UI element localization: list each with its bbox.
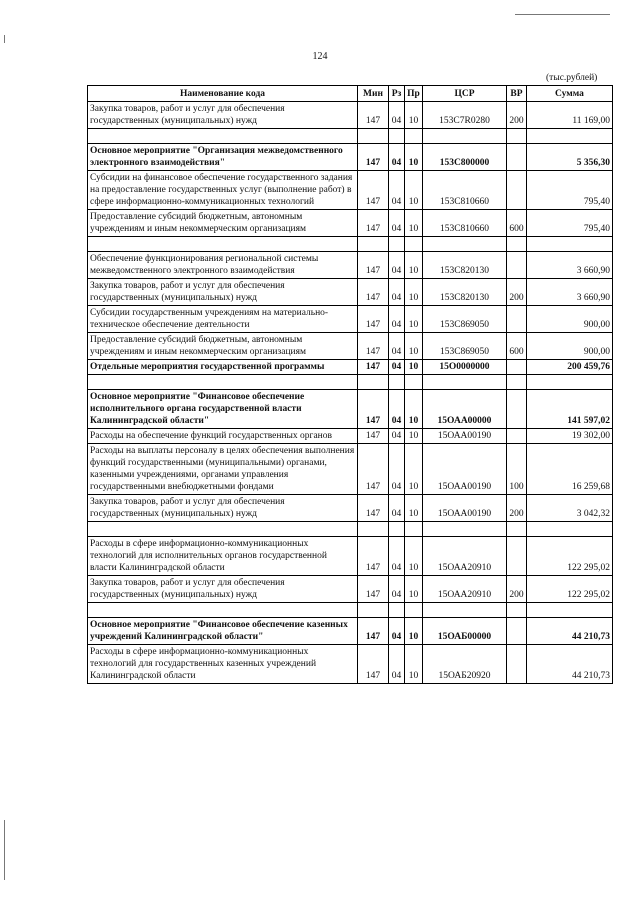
cell-min: 147 [358, 360, 389, 375]
cell-name: Основное мероприятие "Организация межведомственного электронного взаимодействия" [88, 144, 358, 171]
table-row [88, 279, 613, 306]
spacer-cell [389, 237, 405, 252]
cell-vr [507, 252, 527, 279]
cell-rz: 04 [389, 210, 405, 237]
cell-pr: 10 [405, 279, 423, 306]
cell-name: Предоставление субсидий бюджетным, автономным учреждениям и иным некоммерческим организациям [88, 333, 358, 360]
spacer-cell [389, 129, 405, 144]
cell-csr: 153С810660 [423, 210, 507, 237]
cell-pr: 10 [405, 306, 423, 333]
cell-vr [507, 360, 527, 375]
cell-vr [507, 390, 527, 429]
spacer-cell [527, 522, 613, 537]
cell-vr [507, 429, 527, 444]
cell-csr: 153С869050 [423, 333, 507, 360]
spacer-cell [405, 129, 423, 144]
cell-name: Основное мероприятие "Финансовое обеспечение казенных учреждений Калининградской области" [88, 618, 358, 645]
cell-sum: 122 295,02 [527, 537, 613, 576]
table-row [88, 618, 613, 645]
cell-csr: 15ОАА00190 [423, 495, 507, 522]
cell-csr: 153С810660 [423, 171, 507, 210]
header-sum: Сумма [527, 86, 613, 102]
cell-vr [507, 618, 527, 645]
cell-rz: 04 [389, 537, 405, 576]
table-row [88, 252, 613, 279]
spacer-cell [527, 237, 613, 252]
cell-name: Закупка товаров, работ и услуг для обеспечения государственных (муниципальных) нужд [88, 495, 358, 522]
spacer-cell [405, 375, 423, 390]
cell-rz: 04 [389, 102, 405, 129]
cell-min: 147 [358, 444, 389, 495]
spacer-cell [88, 129, 358, 144]
spacer-cell [423, 375, 507, 390]
spacer-cell [389, 375, 405, 390]
cell-name: Расходы в сфере информационно-коммуникационных технологий для исполнительных органов государственной власти Калининградской области [88, 537, 358, 576]
cell-rz: 04 [389, 279, 405, 306]
cell-csr: 153С800000 [423, 144, 507, 171]
spacer-cell [389, 603, 405, 618]
cell-pr: 10 [405, 171, 423, 210]
cell-pr: 10 [405, 390, 423, 429]
cell-name: Закупка товаров, работ и услуг для обеспечения государственных (муниципальных) нужд [88, 576, 358, 603]
spacer-cell [358, 522, 389, 537]
scan-mark-left-1 [4, 35, 5, 43]
cell-pr: 10 [405, 102, 423, 129]
cell-sum: 16 259,68 [527, 444, 613, 495]
cell-name: Отдельные мероприятия государственной программы [88, 360, 358, 375]
cell-min: 147 [358, 618, 389, 645]
cell-rz: 04 [389, 252, 405, 279]
table-row [88, 333, 613, 360]
spacer-cell [389, 522, 405, 537]
spacer-cell [88, 603, 358, 618]
cell-rz: 04 [389, 444, 405, 495]
table-row [88, 144, 613, 171]
table-row [88, 171, 613, 210]
spacer-cell [527, 375, 613, 390]
spacer-cell [507, 603, 527, 618]
cell-min: 147 [358, 576, 389, 603]
cell-vr: 600 [507, 210, 527, 237]
cell-csr: 15ОАБ00000 [423, 618, 507, 645]
cell-pr: 10 [405, 210, 423, 237]
cell-sum: 3 660,90 [527, 252, 613, 279]
table-row [88, 210, 613, 237]
cell-sum: 122 295,02 [527, 576, 613, 603]
spacer-cell [507, 375, 527, 390]
spacer-cell [88, 237, 358, 252]
cell-csr: 153С820130 [423, 252, 507, 279]
cell-vr: 600 [507, 333, 527, 360]
page-number: 124 [312, 51, 328, 62]
spacer-row [88, 129, 613, 144]
spacer-row [88, 522, 613, 537]
scan-mark-top [515, 14, 610, 15]
cell-sum: 11 169,00 [527, 102, 613, 129]
spacer-row [88, 237, 613, 252]
header-pr: Пр [405, 86, 423, 102]
cell-min: 147 [358, 171, 389, 210]
cell-sum: 141 597,02 [527, 390, 613, 429]
cell-name: Обеспечение функционирования региональной системы межведомственного электронного взаимодействия [88, 252, 358, 279]
spacer-row [88, 603, 613, 618]
cell-rz: 04 [389, 360, 405, 375]
spacer-cell [527, 129, 613, 144]
scan-mark-left-2 [4, 820, 5, 880]
cell-csr: 15ОАА00000 [423, 390, 507, 429]
cell-min: 147 [358, 279, 389, 306]
cell-vr: 100 [507, 444, 527, 495]
cell-name: Расходы в сфере информационно-коммуникационных технологий для государственных казенных учреждений Калининградской области [88, 645, 358, 684]
cell-rz: 04 [389, 306, 405, 333]
table-row [88, 444, 613, 495]
spacer-cell [423, 129, 507, 144]
cell-pr: 10 [405, 144, 423, 171]
cell-pr: 10 [405, 537, 423, 576]
cell-pr: 10 [405, 360, 423, 375]
cell-rz: 04 [389, 495, 405, 522]
cell-vr [507, 645, 527, 684]
cell-pr: 10 [405, 444, 423, 495]
cell-rz: 04 [389, 171, 405, 210]
spacer-cell [423, 237, 507, 252]
spacer-cell [358, 237, 389, 252]
cell-rz: 04 [389, 429, 405, 444]
header-vr: ВР [507, 86, 527, 102]
cell-vr: 200 [507, 102, 527, 129]
header-min: Мин [358, 86, 389, 102]
cell-name: Закупка товаров, работ и услуг для обеспечения государственных (муниципальных) нужд [88, 102, 358, 129]
cell-pr: 10 [405, 429, 423, 444]
cell-min: 147 [358, 333, 389, 360]
cell-name: Предоставление субсидий бюджетным, автономным учреждениям и иным некоммерческим организациям [88, 210, 358, 237]
spacer-cell [507, 522, 527, 537]
spacer-cell [405, 603, 423, 618]
table-row [88, 537, 613, 576]
cell-vr: 200 [507, 495, 527, 522]
spacer-cell [507, 237, 527, 252]
table-header-row [88, 86, 613, 102]
cell-sum: 3 660,90 [527, 279, 613, 306]
cell-vr: 200 [507, 576, 527, 603]
cell-csr: 15ОАА00190 [423, 429, 507, 444]
cell-sum: 900,00 [527, 333, 613, 360]
cell-csr: 153С869050 [423, 306, 507, 333]
cell-rz: 04 [389, 390, 405, 429]
cell-vr [507, 171, 527, 210]
cell-min: 147 [358, 537, 389, 576]
cell-vr [507, 144, 527, 171]
cell-sum: 795,40 [527, 171, 613, 210]
cell-rz: 04 [389, 144, 405, 171]
spacer-cell [527, 603, 613, 618]
cell-rz: 04 [389, 618, 405, 645]
cell-sum: 5 356,30 [527, 144, 613, 171]
cell-pr: 10 [405, 333, 423, 360]
cell-name: Расходы на обеспечение функций государственных органов [88, 429, 358, 444]
cell-sum: 44 210,73 [527, 618, 613, 645]
header-csr: ЦСР [423, 86, 507, 102]
header-rz: Рз [389, 86, 405, 102]
header-name: Наименование кода [88, 86, 358, 102]
cell-csr: 153С7R0280 [423, 102, 507, 129]
cell-pr: 10 [405, 618, 423, 645]
spacer-cell [423, 603, 507, 618]
spacer-cell [358, 375, 389, 390]
cell-min: 147 [358, 306, 389, 333]
spacer-cell [507, 129, 527, 144]
cell-rz: 04 [389, 645, 405, 684]
cell-name: Субсидии государственным учреждениям на материально-техническое обеспечение деятельности [88, 306, 358, 333]
cell-name: Расходы на выплаты персоналу в целях обеспечения выполнения функций государственными (муниципальными) органами, казенными учреждениями, органами управления государственными внебюджетными фондами [88, 444, 358, 495]
table-row [88, 576, 613, 603]
cell-min: 147 [358, 495, 389, 522]
table-row [88, 390, 613, 429]
cell-min: 147 [358, 144, 389, 171]
cell-pr: 10 [405, 495, 423, 522]
units-label: (тыс.рублей) [546, 73, 598, 83]
cell-min: 147 [358, 210, 389, 237]
cell-sum: 44 210,73 [527, 645, 613, 684]
cell-min: 147 [358, 252, 389, 279]
spacer-cell [88, 375, 358, 390]
cell-csr: 15ОАБ20920 [423, 645, 507, 684]
cell-sum: 200 459,76 [527, 360, 613, 375]
cell-name: Закупка товаров, работ и услуг для обеспечения государственных (муниципальных) нужд [88, 279, 358, 306]
cell-pr: 10 [405, 645, 423, 684]
cell-sum: 3 042,32 [527, 495, 613, 522]
cell-sum: 900,00 [527, 306, 613, 333]
spacer-cell [358, 603, 389, 618]
spacer-cell [423, 522, 507, 537]
spacer-cell [88, 522, 358, 537]
table-row [88, 102, 613, 129]
budget-table [87, 85, 613, 684]
cell-pr: 10 [405, 252, 423, 279]
cell-rz: 04 [389, 576, 405, 603]
table-row [88, 495, 613, 522]
cell-name: Основное мероприятие "Финансовое обеспечение исполнительного органа государственной власти Калининградской области" [88, 390, 358, 429]
table-row [88, 306, 613, 333]
cell-min: 147 [358, 429, 389, 444]
spacer-row [88, 375, 613, 390]
spacer-cell [405, 522, 423, 537]
cell-vr [507, 306, 527, 333]
spacer-cell [405, 237, 423, 252]
cell-pr: 10 [405, 576, 423, 603]
cell-csr: 15ОАА00190 [423, 444, 507, 495]
cell-sum: 19 302,00 [527, 429, 613, 444]
cell-min: 147 [358, 390, 389, 429]
spacer-cell [358, 129, 389, 144]
cell-sum: 795,40 [527, 210, 613, 237]
cell-csr: 15О0000000 [423, 360, 507, 375]
cell-min: 147 [358, 102, 389, 129]
cell-csr: 15ОАА20910 [423, 576, 507, 603]
cell-csr: 15ОАА20910 [423, 537, 507, 576]
cell-name: Субсидии на финансовое обеспечение государственного задания на предоставление государственных услуг (выполнение работ) в сфере информационно-коммуникационных технологий [88, 171, 358, 210]
cell-csr: 153С820130 [423, 279, 507, 306]
cell-vr [507, 537, 527, 576]
cell-vr: 200 [507, 279, 527, 306]
cell-min: 147 [358, 645, 389, 684]
table-row [88, 645, 613, 684]
table-row [88, 360, 613, 375]
cell-rz: 04 [389, 333, 405, 360]
table-row [88, 429, 613, 444]
